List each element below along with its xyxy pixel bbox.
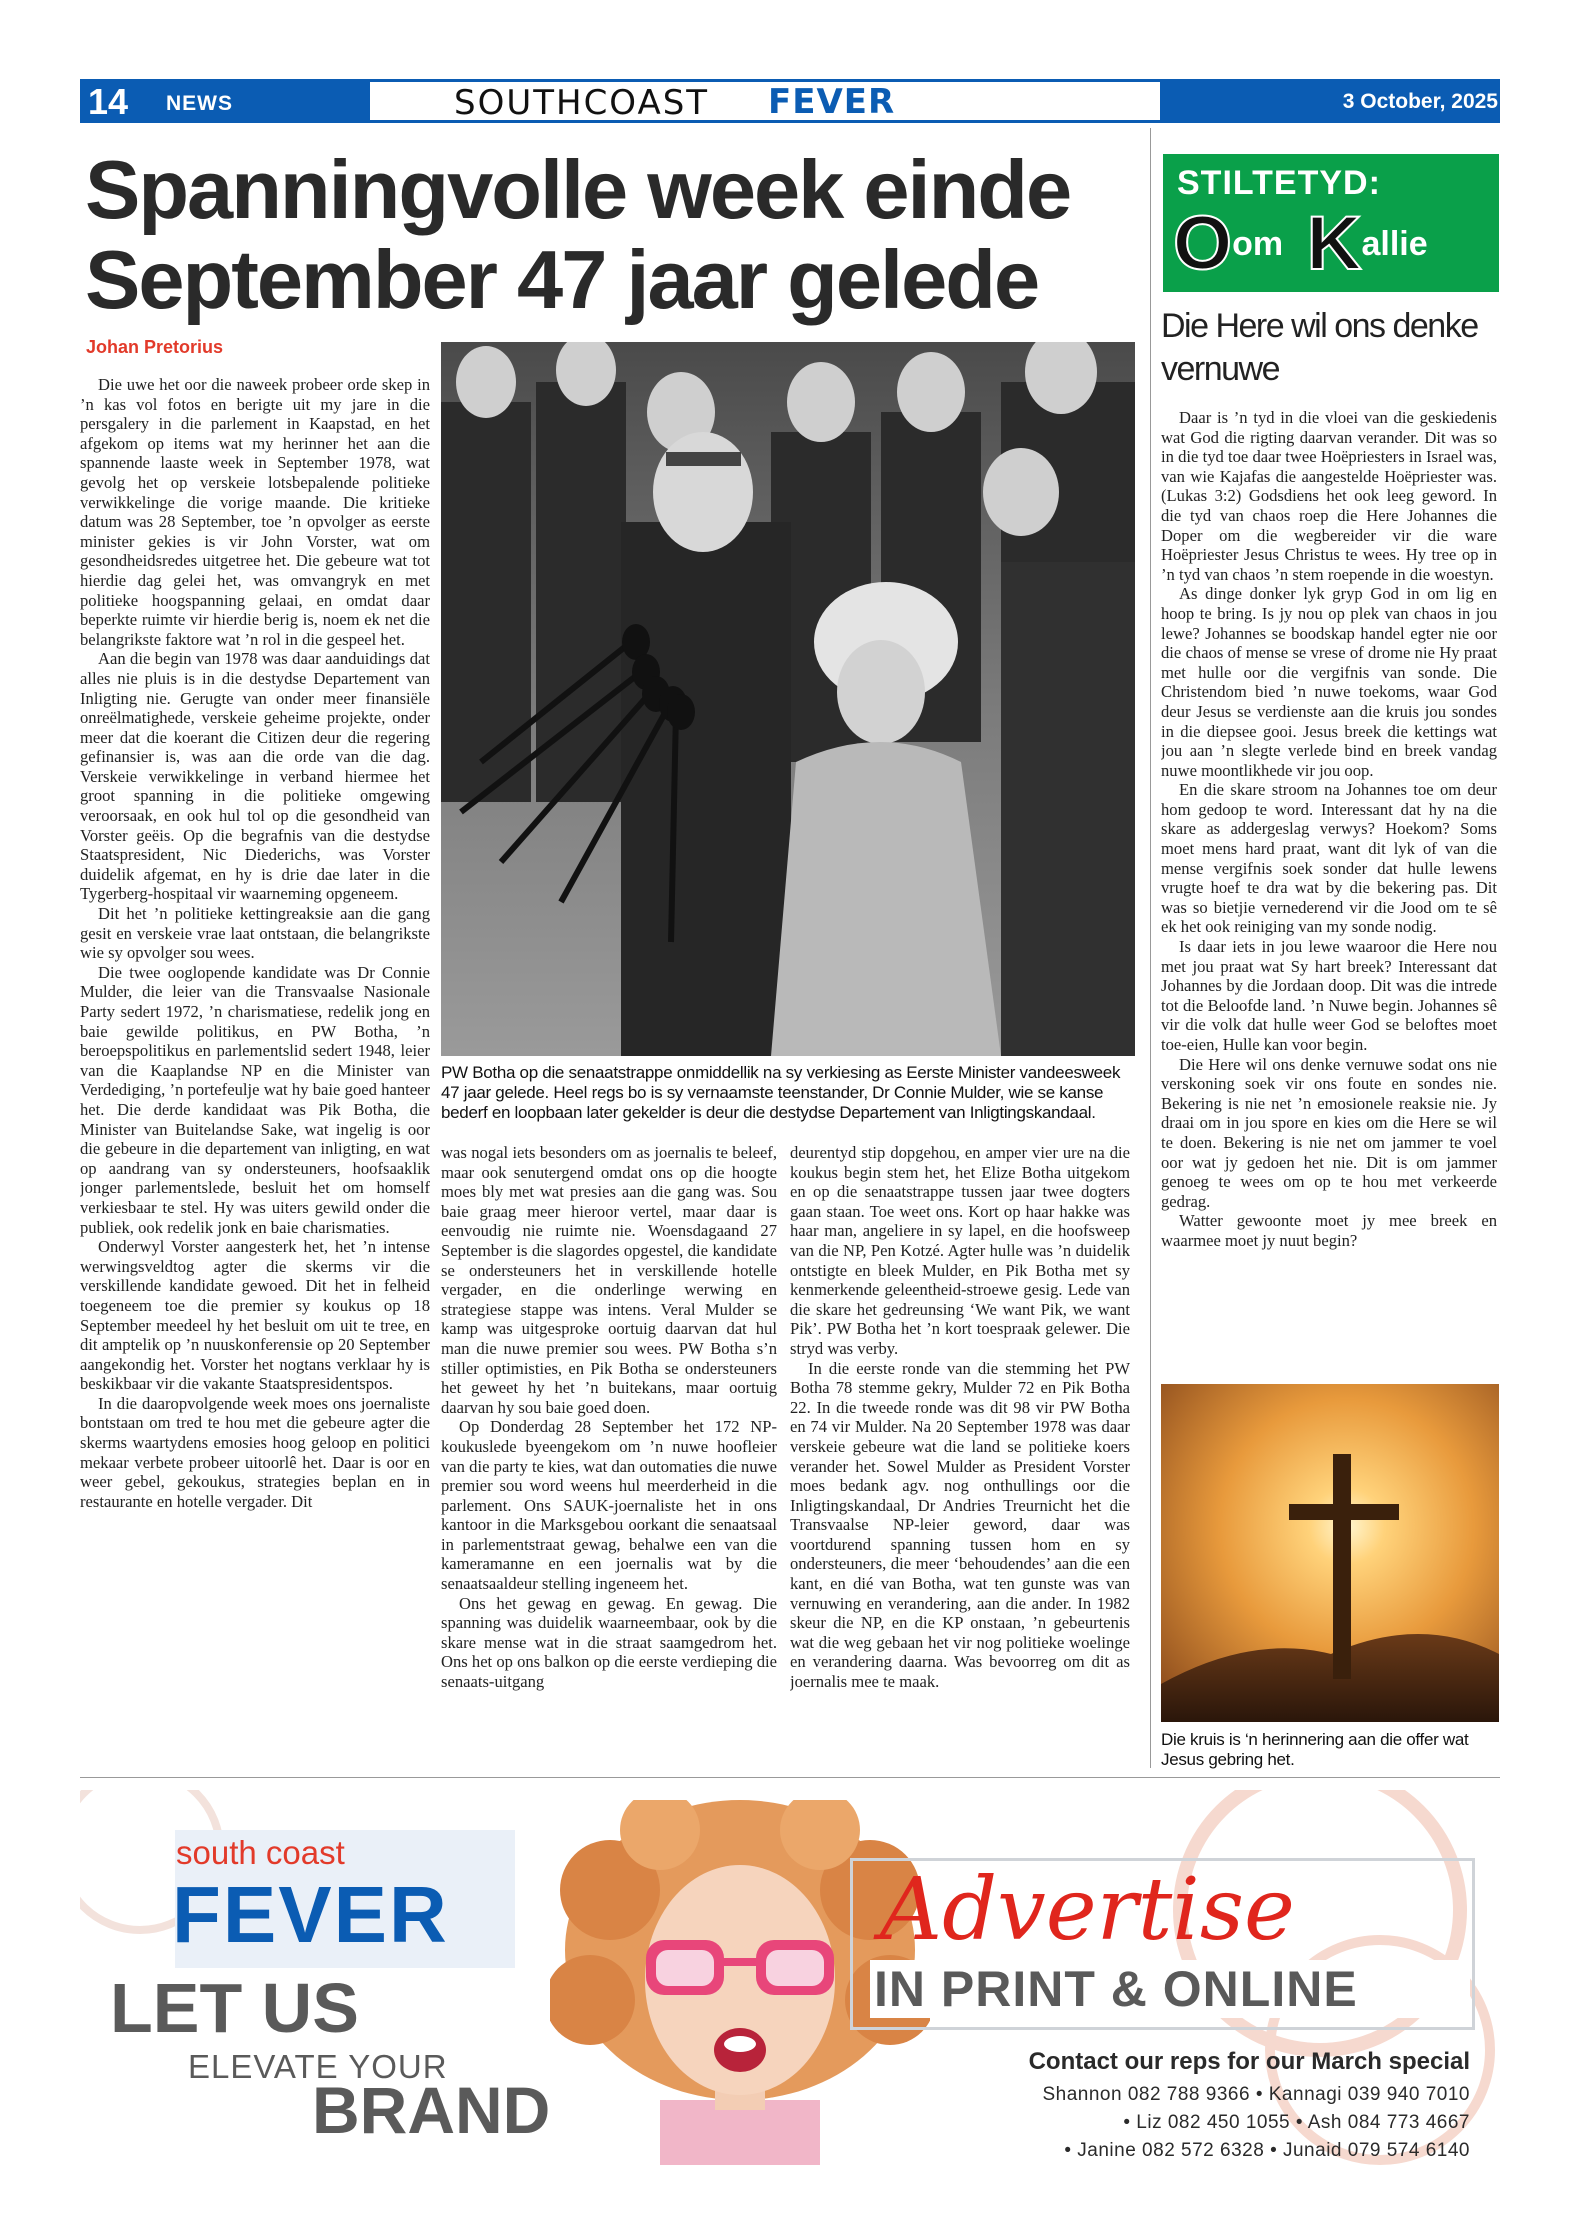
- article-paragraph: Op Donderdag 28 September het 172 NP-koukuslede byeengekom om ’n nuwe hoofleier van die party te kies, wat dan outomaties die nuwe premier sou word weens hul meerderheid in die parlement. Ons SAUK-joernaliste het in ons kantoor in die Marksgebou oorkant die senaatsaal in parlementstraat gewag, behalwe een van die kameramanne en een joernalis wat by die senaatsaaldeur stelling ingeneem het.: [441, 1417, 777, 1594]
- badge-initial-k: K: [1306, 201, 1362, 286]
- article-column-2: [441, 1143, 777, 1763]
- article-headline: [85, 145, 1135, 325]
- ad-brand: BRAND: [312, 2073, 551, 2147]
- section-label: NEWS: [166, 92, 233, 115]
- article-paragraph: Dit het ’n politieke kettingreaksie aan die gang gesit en verskeie vrae laat ontstaan, die belangrikste wie sy opvolger sou wees.: [80, 904, 430, 963]
- sidebar-heading: Die Here wil ons denke vernuwe: [1161, 307, 1478, 388]
- ad-contact-title: Contact our reps for our March special: [1028, 2048, 1470, 2075]
- ad-logo-small: south coast: [176, 1834, 345, 1871]
- cross-image-caption: Die kruis is ‘n herinnering aan die offer wat Jesus gebring het.: [1161, 1730, 1469, 1769]
- article-paragraph: Ons het gewag en gewag. En gewag. Die spanning was duidelik waarneembaar, ook by die skare mense wat in die straat saamgedrom het. Ons het op ons balkon op die eerste verdieping die senaats-uitgang: [441, 1593, 777, 1692]
- cross-sunset-icon: [1161, 1384, 1499, 1722]
- sidebar-paragraph: As dinge donker lyk gryp God in om lig en hoop te bring. Is jy nou op plek van chaos in jou lewe? Johannes se boodskap handel egter nie oor die chaos of mense se vrese of drome nie Hy praat met hulle oor die vergifnis van sonde. Die Christendom bied ’n nuwe toekoms, waar God deur Jesus se verdienste aan die kruis jou sondes in die diepsee gooi. Jesus breek die kettings wat jou aan ’n slegte verlede bind en breek vandag nuwe moontlikhede vir jou oop.: [1161, 584, 1497, 780]
- article-paragraph: Onderwyl Vorster aangesterk het, het ’n intense werwingsveldtog agter die skerms vir die verskillende kandidate gewoed. Dit het in felheid toegeneem toe die premier sy koukus op 18 September meedeel hy het besluit om uit te tree, en dit amptelik op ’n nuuskonferensie op 20 September aangekondig het. Vorster het nogtans verklaar hy is beskikbaar vir die vakante Staatspresidentspos.: [80, 1237, 430, 1394]
- press-conference-photo: [441, 342, 1135, 1056]
- badge-name: [1173, 201, 1428, 286]
- article-column-3: [790, 1143, 1130, 1763]
- sidebar-paragraph: Daar is ’n tyd in die vloei van die geskiedenis wat God die rigting daarvan verander. Dit was so in die tyd toe daar twee Hoëpriesters in Israel was, van wie Kajafas die aangestelde Hoëpriester was. (Lukas 3:2) Godsdiens het ook leeg geword. In die tyd van chaos roep die Here Johannes die Doper om die wegbereider vir die ware Hoëpriester Jesus Christus te wees. Hy tree op in ’n tyd van chaos ’n stem roepende in die woestyn.: [1161, 408, 1497, 584]
- article-byline: Johan Pretorius: [86, 337, 224, 357]
- masthead-light: SOUTHCOAST: [454, 83, 710, 123]
- badge-title: STILTETYD:: [1177, 164, 1381, 202]
- headline-line-1: Spanningvolle week einde: [85, 143, 1071, 236]
- article-paragraph: deurentyd stip dopgehou, en amper vier ure na die koukus begin stem het, het Elize Botha uitgekom en op die senaatstrappe tussen jaar twee dogters gaan staan. Toe weet ons. Kort op haar hakke was haar man, angeliere in sy lapel, en die hoofsweep van die NP, Pen Kotzé. Agter hulle was ’n duidelik ontstigte en bleek Mulder, en Pik Botha met sy kenmerkende geleentheid-stroewe gesig. Lede van die skare het gedreunsing ‘We want Pik, we want Pik’. PW Botha het ’n kort toespraak gelewer. Die stryd was verby.: [790, 1143, 1130, 1358]
- sidebar-paragraph: Watter gewoonte moet jy mee breek en waarmee moet jy nuut begin?: [1161, 1211, 1497, 1250]
- sidebar-column: [1161, 408, 1497, 1378]
- masthead-bold: FEVER: [768, 82, 896, 122]
- sidebar-paragraph: Die Here wil ons denke vernuwe sodat ons nie verskoning soek vir ons foute en sondes nie. Bekering is nie net ’n emosionele reaksie nie. Jy draai om in jou spore en kies om die Here se wil te doen. Bekering is nie net om jammer te voel oor wat jy gedoen het nie. Dit is om jammer genoeg te wees om op te hou met verkeerde gedrag.: [1161, 1054, 1497, 1211]
- ad-contact-line: • Liz 082 450 1055 • Ash 084 773 4667: [1123, 2112, 1470, 2133]
- article-paragraph: Aan die begin van 1978 was daar aanduidings dat alles nie pluis is in die destydse Departement van Inligting nie. Gerugte van onder meer finansiële onreëlmatighede, verskeie geheime projekte, onder meer dat die koerant die Citizen deur die regering gefinansier is, was aan die orde van die dag. Verskeie verwikkelinge in verband hiermee het groot spanning in die politieke omgewing veroorsaak, en ook hul tol op die gesondheid van Vorster geëis. Op die begrafnis van die destydse Staatspresident, Nic Diederichs, was Vorster duidelik afgemat, en hy is drie dae later in die Tygerberg-hospitaal vir waarneming opgeneem.: [80, 649, 430, 904]
- photo-caption: PW Botha op die senaatstrappe onmiddellik na sy verkiesing as Eerste Minister vandeesweek 47 jaar gelede. Heel regs bo is sy vernaamste teenstander, Dr Connie Mulder, wie se kanse bederf en loopbaan later gekelder is deur die destydse Departement van Inligtingskandaal.: [441, 1063, 1121, 1122]
- article-photo: [441, 342, 1135, 1056]
- article-paragraph: Die uwe het oor die naweek probeer orde skep in ’n kas vol fotos en berigte uit my jare in die persgalery in die parlement in Kaapstad, en het afgekom op items wat my herinner het aan die spannende laaste week in September 1978, wat gevolg het op verskeie lotsbepalende politieke verwikkelinge die vorige maande. Die kritieke datum was 28 September, toe ’n opvolger as eerste minister gekies is vir John Vorster, wat om gesondheidsredes uitgetree het. Die gebeure wat tot hierdie dag gelei het, was omvangryk en met politieke hoogspanning gelaai, en omdat daar beperkte ruimte vir hierdie berig is, noem ek net die belangrikste faktore wat ’n rol in die gespeel het.: [80, 375, 430, 649]
- ad-let-us: LET US: [110, 1969, 359, 2047]
- ad-print-online: IN PRINT & ONLINE: [870, 1960, 1470, 2018]
- header-left-bar: [80, 79, 370, 123]
- article-paragraph: was nogal iets besonders om as joernalis te beleef, maar ook senutergend omdat ons op die hoogte moes bly met wat presies aan die gang was. Sou baie graag meer hieroor vertel, maar daar is eenvoudig nie ruimte nie. Woensdagaand 27 September is die slagordes opgestel, die kandidate se ondersteuners het in verskillende hotelle vergader, en die onderlinge werwing en strategiese stappe was intens. Veral Mulder se kamp was uitgesproke oortuig daarvan dat hul man die nuwe premier sou wees. PW Botha s’n stiller optimisties, en Pik Botha se ondersteuners het geweet hy het ’n buitekans, maar oortuig daarvan hy sou baie goed doen.: [441, 1143, 777, 1417]
- issue-date: 3 October, 2025: [1342, 90, 1498, 113]
- article-column-1: [80, 375, 430, 1765]
- ad-contact-line: • Janine 082 572 6328 • Junaid 079 574 6140: [1064, 2140, 1470, 2161]
- page-number: 14: [88, 81, 129, 122]
- sidebar-paragraph: Is daar iets in jou lewe waaroor die Here nou met jou praat wat Sy hart breek? Interessant dat Johannes by die Jordaan doop. Dit was die intrede tot die Beloofde land. ’n Nuwe begin. Johannes sê vir die volk dat hulle weer God se beloftes moet toe-eien, Hulle kan voor begin.: [1161, 937, 1497, 1054]
- section-divider: [80, 1777, 1500, 1778]
- article-paragraph: In die daaropvolgende week moes ons joernaliste bontstaan om tred te hou met die gebeure agter die skerms waartydens emosies hoog geloop en politici mekaar verbete probeer uitoorlê het. Daar is oor en weer gebel, gekoukus, strategies beplan en in restaurante en hotelle vergader. Dit: [80, 1393, 430, 1511]
- badge-om: om: [1232, 225, 1284, 263]
- page-header: [80, 79, 1500, 123]
- masthead: [370, 79, 1160, 123]
- ad-advertise: Advertise: [880, 1860, 1295, 1960]
- column-divider: [1150, 128, 1151, 1768]
- ad-logo-big: FEVER: [172, 1870, 449, 1959]
- article-paragraph: Die twee ooglopende kandidate was Dr Connie Mulder, die leier van die Transvaalse Nasionale Party sedert 1972, ’n charismatiese, redelik jong en baie gewilde politikus, en PW Botha, ’n beroepspolitikus en parlementslid sedert 1948, leier van die Kaaplandse NP en die Minister van Verdediging, ’n portefeulje wat hy baie goed hanteer het. Die derde kandidaat was Pik Botha, die Minister van Buitelandse Sake, wat ingelig is oor die gebeure in die departement van inligting, en wat op aandrang van sy ondersteuners, hoofsaaklik jonger parlementslede, besluit het om homself verkiesbaar te stel. Hy was uiters gewild onder die publiek, ook redelik jonk en baie charismaties.: [80, 962, 430, 1237]
- ad-contact-line: Shannon 082 788 9366 • Kannagi 039 940 7010: [1042, 2084, 1470, 2105]
- ad-elevate: ELEVATE YOUR: [188, 2048, 448, 2085]
- article-paragraph: In die eerste ronde van die stemming het PW Botha 78 stemme gekry, Mulder 72 en Pik Botha 22. In die tweede ronde was dit 98 vir PW Botha en 74 vir Mulder. Na 20 September 1978 was daar verskeie gebeure wat die land se politieke koers verander het. Sowel Mulder as President Vorster moes bedank agv. nog onthullings oor die Inligtingskandaal, Dr Andries Treurnicht het die Transvaalse NP-leier geword, daar was voortdurend spanning tussen hom en sy ondersteuners, die meer ‘behoudendes’ aan die een kant, en dié van Botha, wat ten gunste was van vernuwing en verandering, aan die ander. In 1982 skeur die NP, en die KP onstaan, ’n gebeurtenis wat die weg gebaan het vir nog politieke woelinge en verandering daarna. Was bevoorreg om dit as joernalis mee te maak.: [790, 1358, 1130, 1692]
- sidebar-paragraph: En die skare stroom na Johannes toe om deur hom gedoop te word. Interessant dat hy na die skare as addergeslag verwys? Hoekom? Soms moet mens hard praat, want dit lyk of van die mense vergifnis soek sonder dat hulle lewens vrugte hoef te dra wat by die bekering pas. Dit was so bietjie vernederend vir die Jood om te sê ek het ook reiniging van my sonde nodig.: [1161, 780, 1497, 937]
- badge-initial-o: O: [1173, 201, 1233, 286]
- badge-allie: allie: [1361, 225, 1428, 263]
- stiltetyd-badge: [1163, 154, 1499, 292]
- header-right-bar: [1160, 79, 1500, 123]
- advertisement: [80, 1790, 1500, 2165]
- cross-image: [1161, 1384, 1499, 1722]
- headline-line-2: September 47 jaar gelede: [85, 233, 1039, 326]
